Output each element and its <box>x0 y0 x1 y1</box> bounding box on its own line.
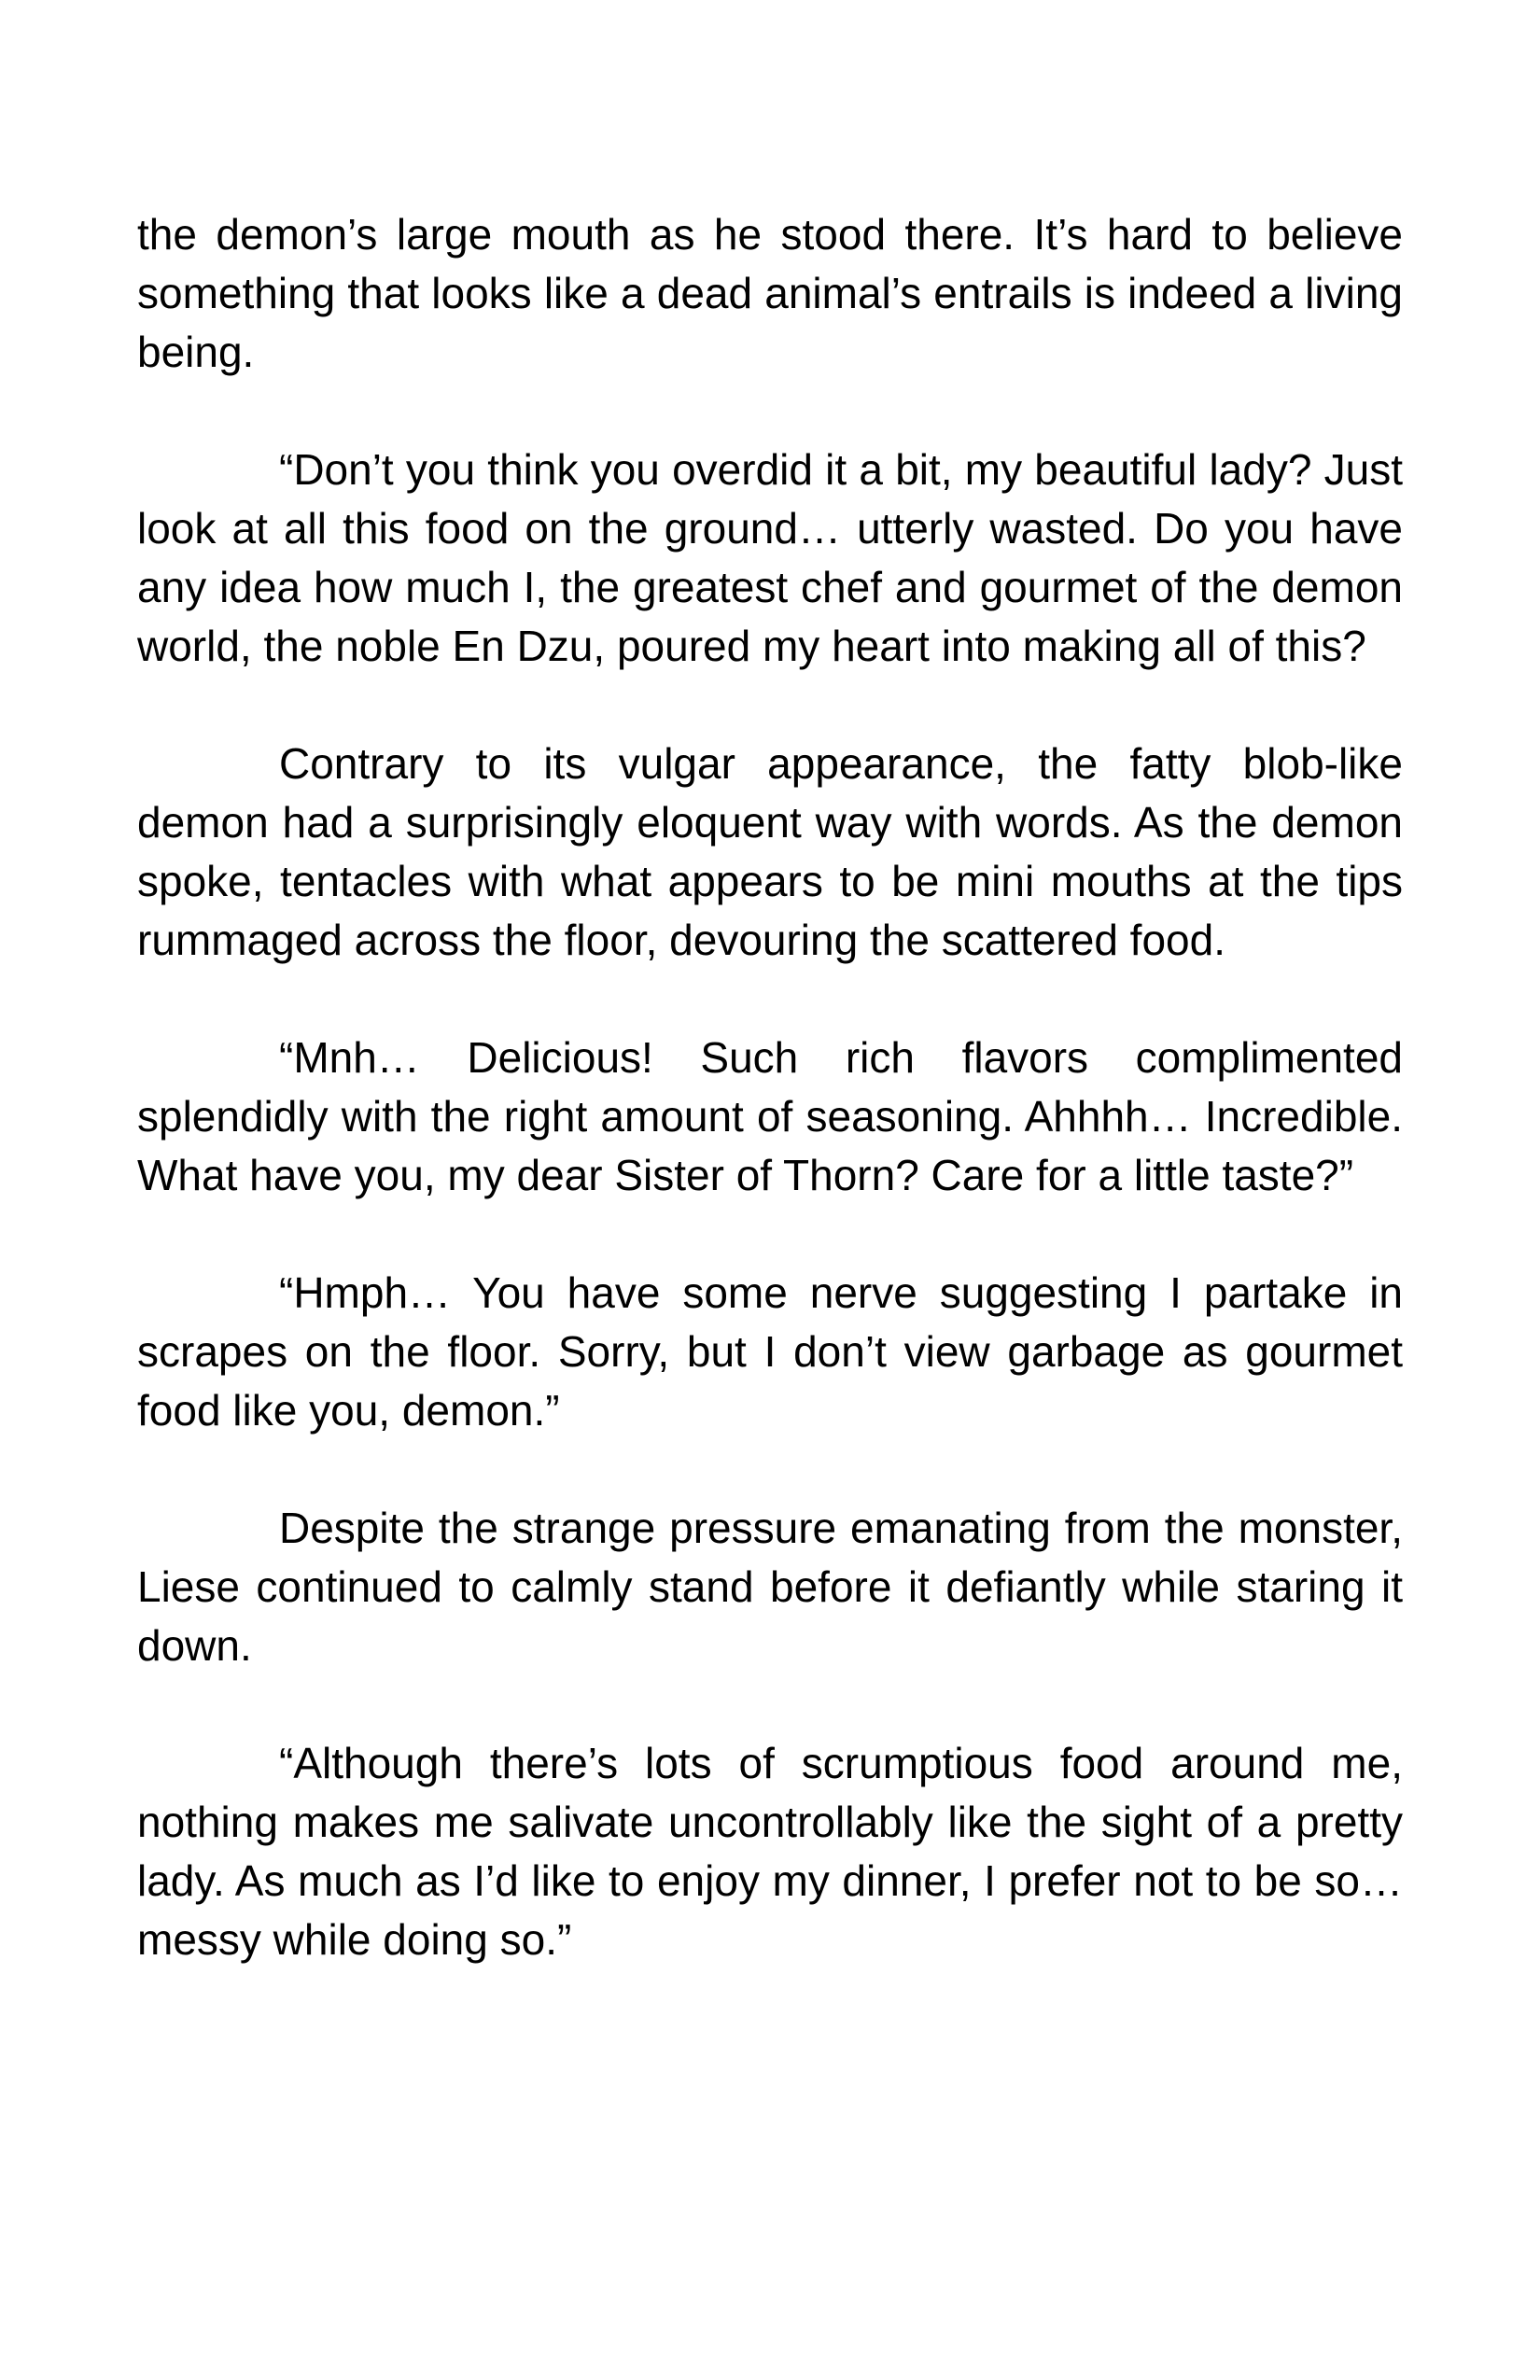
paragraph: “Don’t you think you overdid it a bit, my beautiful lady? Just look at all this food on the ground… utterly wasted. Do you have any idea how much I, the greatest chef and gourmet of the demon world, the noble En Dzu, poured my heart into making all of this? <box>137 445 1403 670</box>
paragraph: “Hmph… You have some nerve suggesting I partake in scrapes on the floor. Sorry, but I don’t view garbage as gourmet food like you, demon.” <box>137 1268 1403 1435</box>
paragraph: Contrary to its vulgar appearance, the fatty blob-like demon had a surprisingly eloquent way with words. As the demon spoke, tentacles with what appears to be mini mouths at the tips rummaged across the floor, devouring the scattered food. <box>137 739 1403 964</box>
paragraph: Despite the strange pressure emanating from the monster, Liese continued to calmly stand before it defiantly while staring it down. <box>137 1504 1403 1670</box>
paragraph: the demon’s large mouth as he stood there. It’s hard to believe something that looks like a dead animal’s entrails is indeed a living being. <box>137 210 1403 376</box>
paragraph: “Although there’s lots of scrumptious food around me, nothing makes me salivate uncontrollably like the sight of a pretty lady. As much as I’d like to enjoy my dinner, I prefer not to be so… messy while doing so.” <box>137 1739 1403 1964</box>
paragraph: “Mnh… Delicious! Such rich flavors complimented splendidly with the right amount of seasoning. Ahhhh… Incredible. What have you, my dear Sister of Thorn? Care for a little taste?” <box>137 1033 1403 1199</box>
